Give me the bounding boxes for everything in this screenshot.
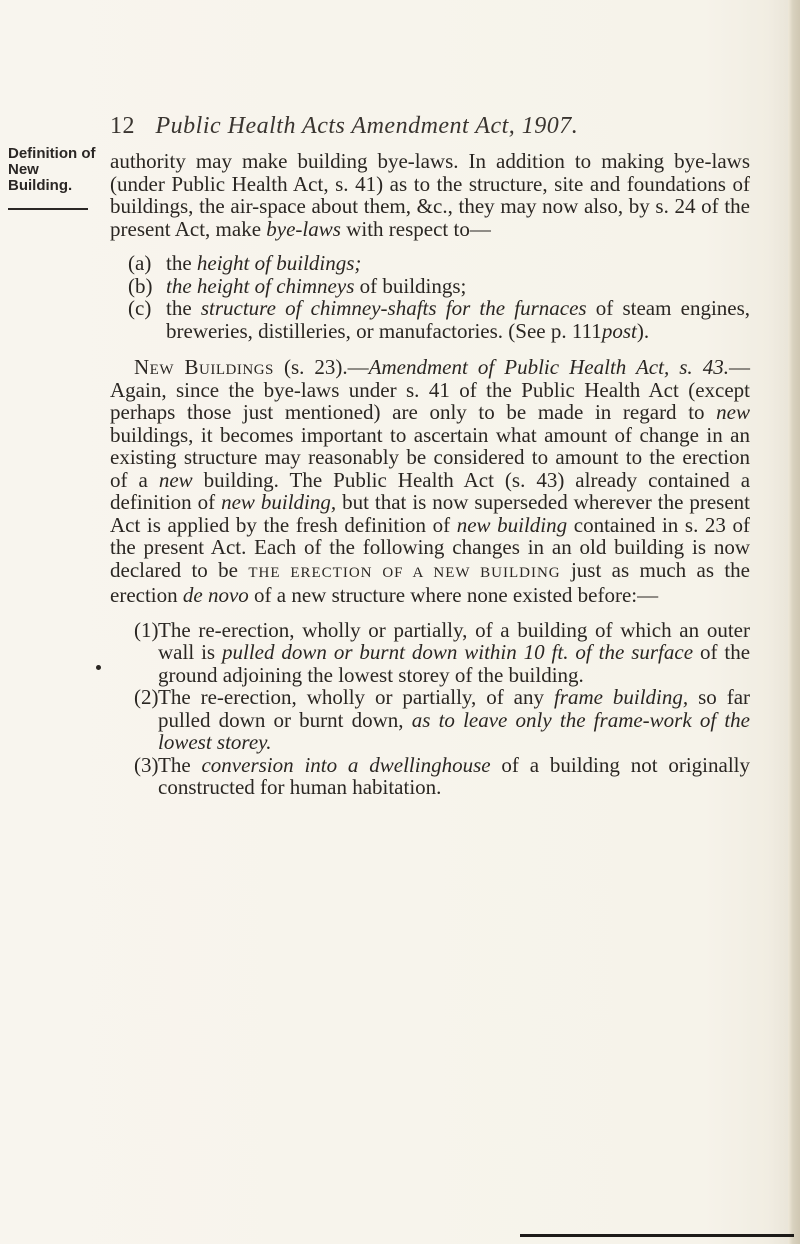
para-text: contained in s. 23 of the present Act. Each of the following changes in an old building is now declared to be <box>110 512 751 582</box>
para-small-caps: THE ERECTION OF A NEW BUILDING <box>248 564 561 581</box>
margin-dot <box>96 665 101 670</box>
new-buildings-paragraph <box>110 356 750 607</box>
page-body <box>110 150 750 799</box>
item-italic: structure of chimney-shafts for the furnaces <box>200 296 587 320</box>
list-marker: (2) <box>134 685 159 709</box>
list-item <box>110 619 750 687</box>
list-marker: (b) <box>128 273 153 298</box>
list-marker: (a) <box>128 251 152 275</box>
item-text: of the ground adjoining the lowest storey of the building. <box>158 640 751 687</box>
item-text: ). <box>636 318 650 343</box>
page-bottom-rule <box>520 1234 794 1237</box>
para-italic: new building, <box>221 490 337 514</box>
intro-text: authority may make building bye-laws. In addition to making bye-laws (under Public Health Act, s. 41) as to the structure, site and foundations of buildings, the air-space about them, &c., they may now also, by s. 24 of the present Act, make <box>110 149 750 241</box>
para-text: just as much as the erection <box>110 557 751 607</box>
item-text: The re-erection, wholly or partially, of a building of which an outer wall is <box>158 617 750 664</box>
para-italic: new building <box>456 512 568 537</box>
item-italic: the height of chimneys <box>166 273 355 298</box>
list-marker: (c) <box>128 296 152 320</box>
list-item <box>110 252 750 275</box>
intro-italic: bye-laws <box>266 216 341 241</box>
list-marker: (1) <box>134 617 159 642</box>
item-italic: frame building, <box>553 685 689 709</box>
section-ref: (s. 23).— <box>283 355 369 379</box>
running-title: Public Health Acts Amendment Act, 1907. <box>155 113 579 139</box>
list-marker: (3) <box>134 752 159 777</box>
para-italic: de novo <box>182 583 249 607</box>
margin-note-line: New <box>8 161 39 178</box>
list-item <box>110 754 750 799</box>
item-italic: height of buildings; <box>196 251 362 275</box>
margin-note <box>8 146 98 194</box>
margin-note-line: Definition of <box>8 145 96 162</box>
list-item <box>110 275 750 298</box>
item-text: so far pulled down or burnt down, <box>158 685 751 732</box>
item-italic: as to leave only the frame-work of the lowest storey. <box>158 707 750 754</box>
bye-law-list <box>110 252 750 342</box>
list-item <box>110 686 750 754</box>
page-number: 12 <box>110 113 135 139</box>
section-heading: New Buildings <box>134 355 274 379</box>
intro-tail: with respect to— <box>346 216 491 241</box>
item-text: The re-erection, wholly or partially, of any <box>158 685 544 709</box>
para-text: —Again, since the bye-laws under s. 41 of the Public Health Act (except perhaps those just mentioned) are only to be made in regard to <box>110 355 750 424</box>
item-italic: pulled down or burnt down within 10 ft. of the surface <box>222 640 694 664</box>
list-item <box>110 297 750 342</box>
para-italic: new <box>158 467 193 492</box>
changes-list <box>110 619 750 799</box>
item-text: of buildings; <box>359 273 467 298</box>
item-text: the <box>166 251 192 275</box>
para-text: buildings, it becomes important to ascertain what amount of change in an existing structure may reasonably be considered to amount to the erection of a <box>110 422 750 492</box>
para-italic: new <box>716 400 750 424</box>
intro-paragraph <box>110 150 750 240</box>
para-text: but that is now superseded wherever the present Act is applied by the fresh definition of <box>110 490 751 537</box>
item-italic: post <box>601 318 637 343</box>
item-text: the <box>166 296 192 320</box>
running-head <box>110 113 750 140</box>
para-text: building. The Public Health Act (s. 43) already contained a definition of <box>110 467 751 514</box>
margin-note-line: Building. <box>8 177 73 194</box>
item-italic: conversion into a dwellinghouse <box>201 752 491 777</box>
section-ref-italic: Amendment of Public Health Act, s. 43. <box>368 355 729 379</box>
item-text: of steam engines, breweries, distilleries, or manufactories. (See p. 111 <box>166 296 751 343</box>
page-edge <box>788 0 800 1244</box>
para-text: of a new structure where none existed before:— <box>254 583 659 607</box>
margin-note-rule <box>8 208 88 210</box>
item-text: The <box>158 752 191 777</box>
item-text: of a building not originally constructed for human habitation. <box>158 752 751 799</box>
